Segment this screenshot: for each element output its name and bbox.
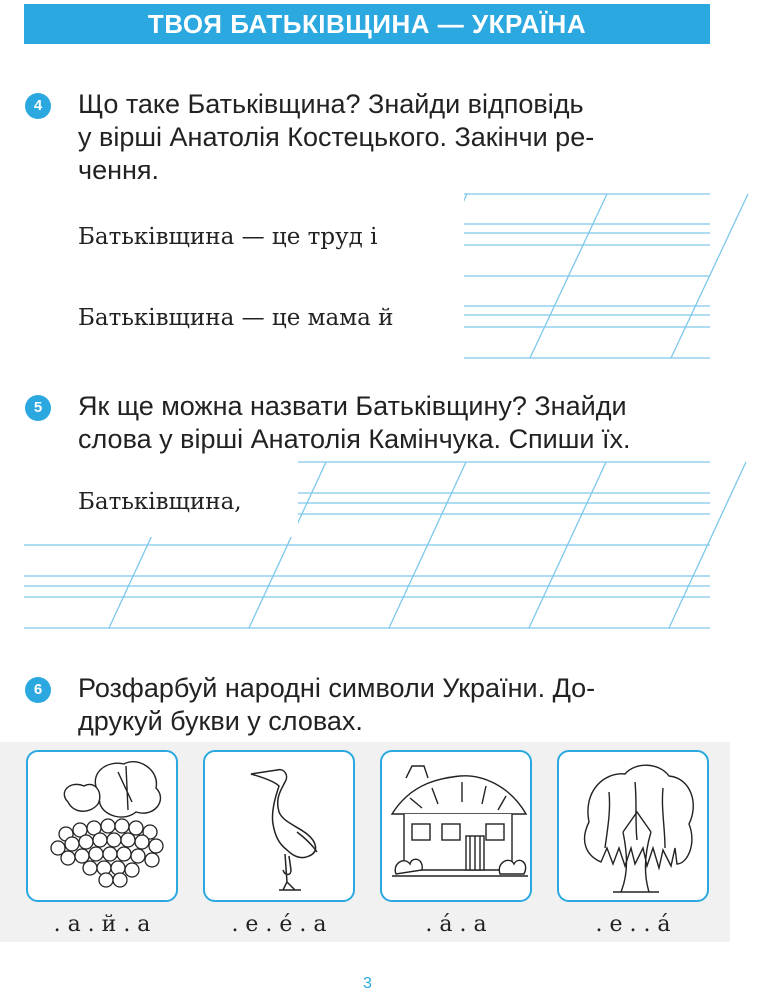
page-title: ТВОЯ БАТЬКІВЩИНА — УКРАЇНА <box>24 4 710 44</box>
viburnum-icon <box>28 752 180 904</box>
prompt-line-1: Батьківщина — це труд і <box>78 224 378 250</box>
word-hint-2: . е . é . а <box>231 912 327 937</box>
word-hint-1: . а . й . а <box>53 912 151 937</box>
prompt-line-2: Батьківщина — це мама й <box>78 305 394 331</box>
task-4-prompt-box <box>24 190 464 370</box>
task-number-4: 4 <box>25 93 51 119</box>
page-number: 3 <box>363 975 372 992</box>
hut-card[interactable] <box>380 750 532 902</box>
willow-card[interactable] <box>557 750 709 902</box>
task-number-5: 5 <box>25 395 51 421</box>
prompt-line-3: Батьківщина, <box>78 489 242 515</box>
task-6-instruction: Розфарбуй народні символи України. До- друкуй букви у словах. <box>78 673 596 736</box>
hut-icon <box>382 752 534 904</box>
task-5-instruction: Як ще можна назвати Батьківщину? Знайди слова у вірші Анатолія Камінчука. Спиши їх. <box>78 391 631 454</box>
viburnum-card[interactable] <box>26 750 178 902</box>
stork-card[interactable] <box>203 750 355 902</box>
task-number-6: 6 <box>25 677 51 703</box>
willow-icon <box>559 752 711 904</box>
task-4-instruction: Що таке Батьківщина? Знайди відповідь у вірші Анатолія Костецького. Закінчи ре- чення. <box>78 89 595 185</box>
word-hint-3: . á . а <box>425 912 487 937</box>
word-hint-4: . е . . á <box>595 912 671 937</box>
stork-icon <box>205 752 357 904</box>
